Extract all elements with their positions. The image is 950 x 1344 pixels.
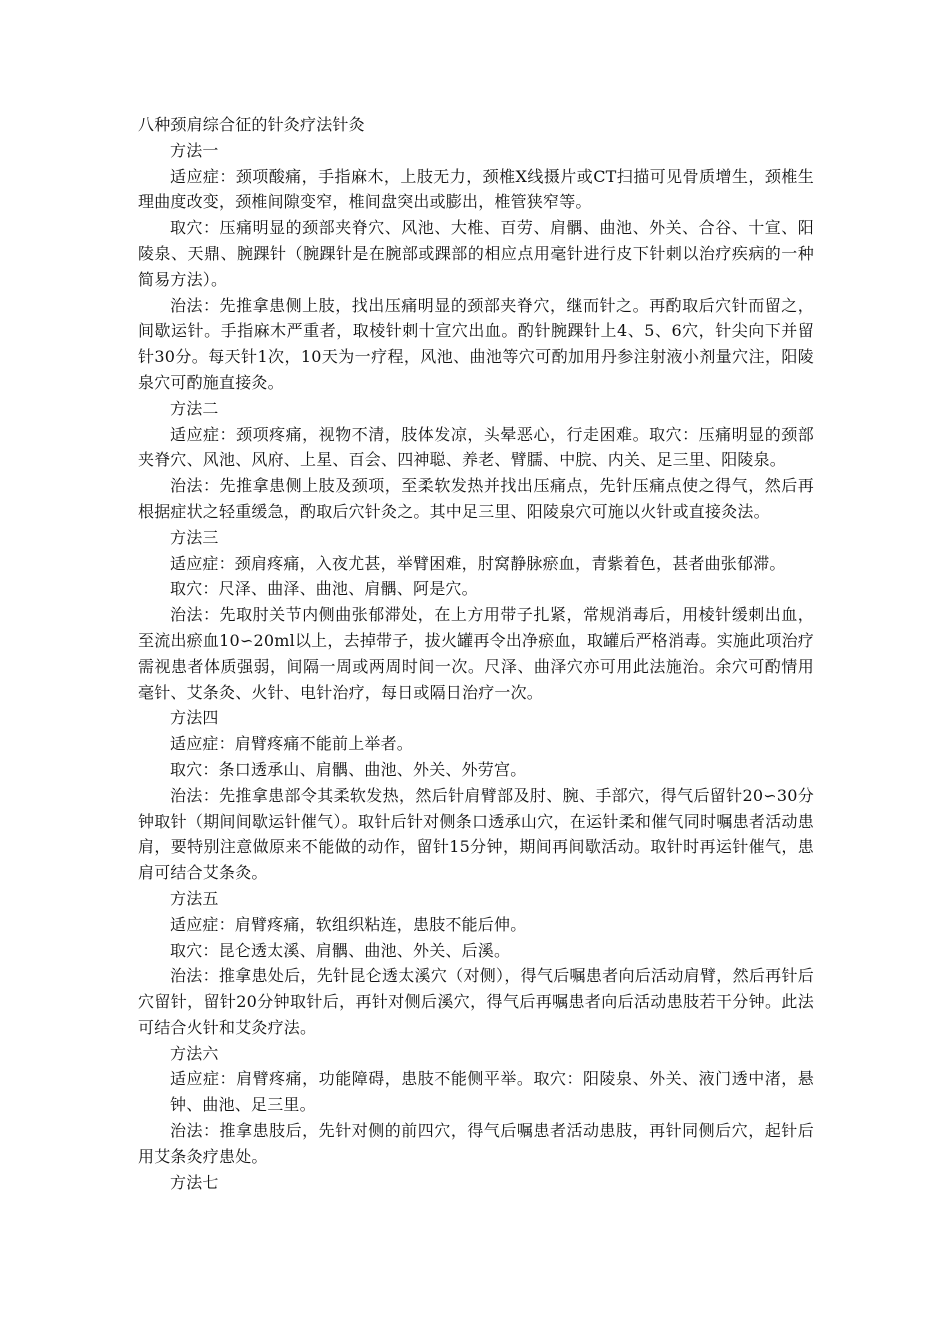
method-7-section <box>138 1170 814 1196</box>
method-5-section <box>138 886 814 1041</box>
indication-paragraph: 适应症：颈项疼痛，视物不清，肢体发凉，头晕恶心，行走困难。取穴：压痛明显的颈部夹脊穴、风池、风府、上星、百会、四神聪、养老、臂臑、中脘、内关、足三里、阳陵泉。 <box>138 424 814 470</box>
treatment-paragraph: 治法：先推拿患部令其柔软发热，然后针肩臂部及肘、腕、手部穴，得气后留针20∽30分钟取针（期间间歇运针催气）。取针后针对侧条口透承山穴，在运针柔和催气同时嘱患者活动患肩，要特别注意做原来不能做的动作，留针15分钟，期间再间歇活动。取针时再运针催气，患肩可结合艾条灸。 <box>138 785 814 883</box>
method-heading: 方法七 <box>170 1172 219 1192</box>
indication-paragraph: 适应症：肩臂疼痛，功能障碍，患肢不能侧平举。取穴：阳陵泉、外关、液门透中渚，悬钟、曲池、足三里。 <box>170 1069 814 1115</box>
treatment-paragraph: 治法：推拿患处后，先针昆仑透太溪穴（对侧），得气后嘱患者向后活动肩臂，然后再针后穴留针，留针20分钟取针后，再针对侧后溪穴，得气后再嘱患者向后活动患肢若干分钟。此法可结合火针和艾灸疗法。 <box>138 966 814 1037</box>
acupoints-paragraph: 取穴：压痛明显的颈部夹脊穴、风池、大椎、百劳、肩髃、曲池、外关、合谷、十宣、阳陵泉、天鼎、腕踝针（腕踝针是在腕部或踝部的相应点用毫针进行皮下针刺以治疗疾病的一种简易方法）。 <box>138 218 814 289</box>
acupoints-paragraph: 取穴：尺泽、曲泽、曲池、肩髃、阿是穴。 <box>170 579 478 599</box>
treatment-paragraph: 治法：先推拿患侧上肢及颈项，至柔软发热并找出压痛点，先针压痛点使之得气，然后再根据症状之轻重缓急，酌取后穴针灸之。其中足三里、阳陵泉穴可施以火针或直接灸法。 <box>138 476 814 521</box>
indication-paragraph: 适应症：肩臂疼痛，软组织粘连，患肢不能后伸。 <box>170 914 527 934</box>
document-body <box>138 112 814 1195</box>
method-heading: 方法一 <box>170 140 219 160</box>
method-4-section <box>138 705 814 886</box>
method-1-section <box>138 138 814 396</box>
treatment-paragraph: 治法：先推拿患侧上肢，找出压痛明显的颈部夹脊穴，继而针之。再酌取后穴针而留之，间歇运针。手指麻木严重者，取棱针刺十宣穴出血。酌针腕踝针上4、5、6穴，针尖向下并留针30分。每天针1次，10天为一疗程，风池、曲池等穴可酌加用丹参注射液小剂量穴注，阳陵泉穴可酌施直接灸。 <box>138 295 814 392</box>
indication-paragraph: 适应症：颈项酸痛，手指麻木，上肢无力，颈椎X线摄片或CT扫描可见骨质增生，颈椎生理曲度改变，颈椎间隙变窄，椎间盘突出或膨出，椎管狭窄等。 <box>138 166 814 212</box>
indication-paragraph: 适应症：颈肩疼痛，入夜尤甚，举臂困难，肘窝静脉瘀血，青紫着色，甚者曲张郁滞。 <box>170 553 786 573</box>
method-6-section <box>138 1041 814 1170</box>
acupoints-paragraph: 取穴：条口透承山、肩髃、曲池、外关、外劳宫。 <box>170 759 527 779</box>
method-heading: 方法二 <box>170 398 219 418</box>
method-heading: 方法六 <box>170 1043 219 1063</box>
method-heading: 方法五 <box>170 888 219 908</box>
indication-paragraph: 适应症：肩臂疼痛不能前上举者。 <box>170 734 414 754</box>
acupoints-paragraph: 取穴：昆仑透太溪、肩髃、曲池、外关、后溪。 <box>170 940 511 960</box>
method-2-section <box>138 396 814 525</box>
method-heading: 方法四 <box>170 708 219 728</box>
method-3-section <box>138 525 814 706</box>
treatment-paragraph: 治法：先取肘关节内侧曲张郁滞处，在上方用带子扎紧，常规消毒后，用棱针缓刺出血，至流出瘀血10∽20ml以上，去掉带子，拔火罐再令出净瘀血，取罐后严格消毒。实施此项治疗需视患者体质强弱，间隔一周或两周时间一次。尺泽、曲泽穴亦可用此法施治。余穴可酌情用毫针、艾条灸、火针、电针治疗，每日或隔日治疗一次。 <box>138 605 814 702</box>
document-title: 八种颈肩综合征的针灸疗法针灸 <box>138 115 365 134</box>
treatment-paragraph: 治法：推拿患肢后，先针对侧的前四穴，得气后嘱患者活动患肢，再针同侧后穴，起针后用艾条灸疗患处。 <box>138 1121 814 1166</box>
method-heading: 方法三 <box>170 527 219 547</box>
